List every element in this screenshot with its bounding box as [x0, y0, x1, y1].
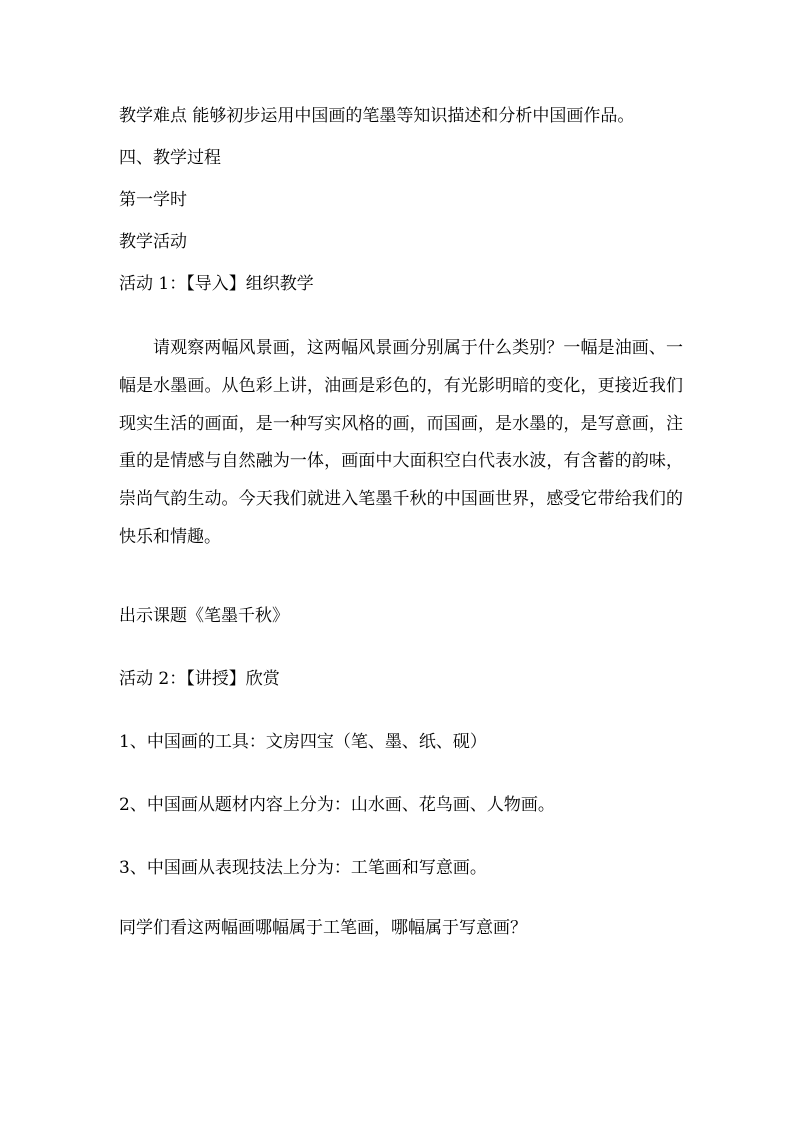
- show-title-line: 出示课题《笔墨千秋》: [119, 606, 289, 626]
- section-heading-teaching-process: 四、教学过程: [119, 148, 221, 168]
- intro-paragraph: 请观察两幅风景画，这两幅风景画分别属于什么类别？一幅是油画、一幅是水墨画。从色彩上讲，油画是彩色的，有光影明暗的变化，更接近我们现实生活的画面，是一种写实风格的画，而国画，是水墨的，是写意画，注重的是情感与自然融为一体，画面中大面积空白代表水波，有含蓄的韵味，崇尚气韵生动。今天我们就进入笔墨千秋的中国画世界，感受它带给我们的快乐和情趣。: [119, 338, 683, 547]
- lesson-heading-first-period: 第一学时: [119, 190, 187, 210]
- activity-1-heading: 活动 1：【导入】组织教学: [119, 274, 314, 294]
- activity-2-heading: 活动 2：【讲授】欣赏: [119, 669, 280, 689]
- teaching-difficulty-line: 教学难点 能够初步运用中国画的笔墨等知识描述和分析中国画作品。: [119, 106, 635, 126]
- list-item-subject-categories: 2、中国画从题材内容上分为：山水画、花鸟画、人物画。: [119, 795, 555, 815]
- teaching-activities-heading: 教学活动: [119, 232, 187, 252]
- list-item-tools: 1、中国画的工具：文房四宝（笔、墨、纸、砚）: [119, 732, 487, 752]
- list-item-technique-categories: 3、中国画从表现技法上分为：工笔画和写意画。: [119, 858, 487, 878]
- question-line: 同学们看这两幅画哪幅属于工笔画，哪幅属于写意画？: [119, 918, 527, 938]
